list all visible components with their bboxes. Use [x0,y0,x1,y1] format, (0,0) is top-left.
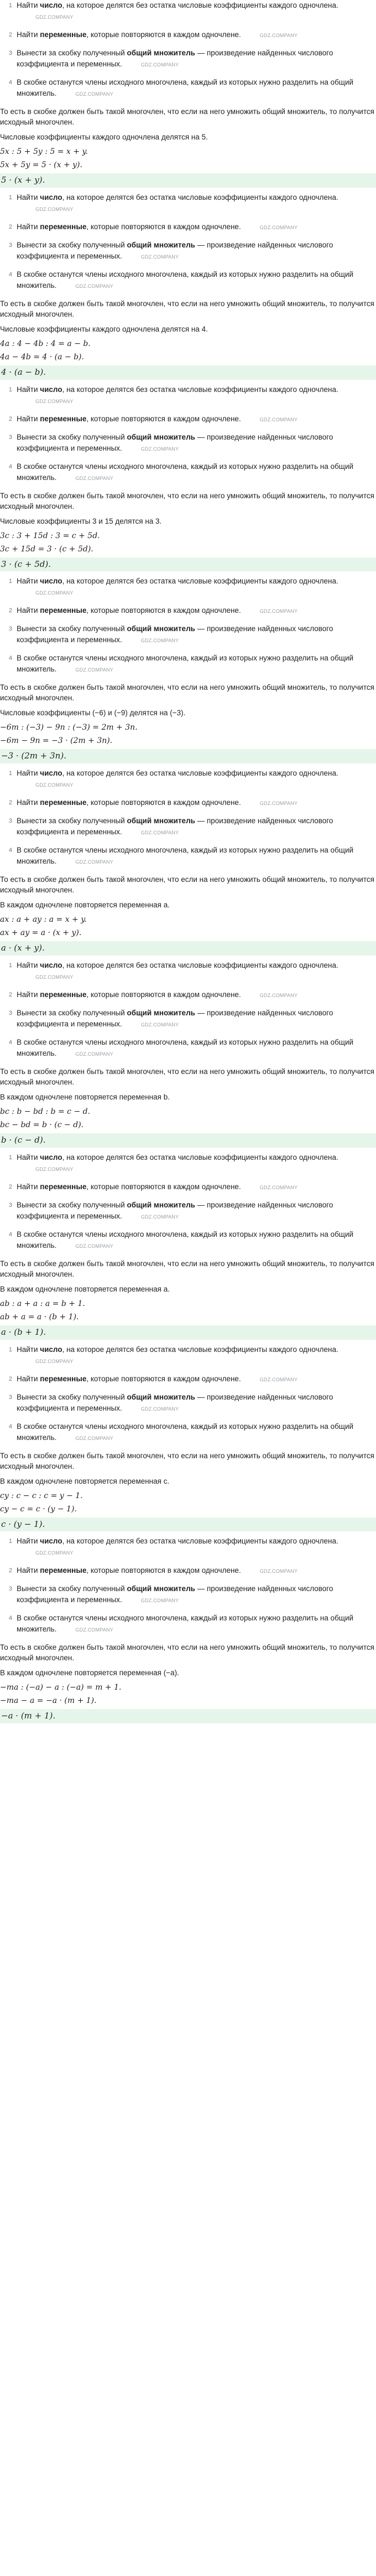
step-2 [0,414,370,425]
step-3 [0,48,370,70]
step-text: Найти переменные, которые повторяются в каждом одночлене. GDZ.COMPANY [17,29,370,41]
step-1 [0,1536,370,1558]
problem-intro: Числовые коэффициенты (−6) и (−9) делятся на (−3). [0,709,186,717]
step-1 [0,1152,370,1175]
factored-line: ab + a = a · (b + 1). [0,1312,79,1321]
step-text: В скобке останутся члены исходного многочлена, каждый из которых нужно разделить на общий множитель. GDZ.COMPANY [17,1613,370,1635]
watermark: GDZ.COMPANY [259,992,298,998]
check-note: То есть в скобке должен быть такой многочлен, что если на него умножить общий множитель, то получится исходный многочлен. [0,683,374,703]
step-text: Найти переменные, которые повторяются в каждом одночлене. GDZ.COMPANY [17,1181,370,1193]
watermark: GDZ.COMPANY [75,1051,113,1057]
step-number: 1 [8,962,12,969]
watermark: GDZ.COMPANY [259,608,298,615]
factored-line: ax + ay = a · (x + y). [0,928,82,938]
step-2 [0,797,370,809]
watermark: GDZ.COMPANY [75,91,113,97]
factored-line: −6m − 9n = −3 · (2m + 3n). [0,736,113,746]
step-2 [0,1374,370,1385]
algorithm-steps [0,768,376,868]
watermark: GDZ.COMPANY [75,859,113,865]
step-text: Найти переменные, которые повторяются в каждом одночлене. GDZ.COMPANY [17,797,370,809]
step-4 [0,1229,370,1252]
step-4 [0,1037,370,1060]
problem-block-2 [0,192,376,380]
division-line: 5x : 5 + 5y : 5 = x + y. [0,147,88,156]
step-number: 4 [8,1231,12,1238]
algorithm-steps [0,576,376,675]
check-note: То есть в скобке должен быть такой многочлен, что если на него умножить общий множитель, то получится исходный многочлен. [0,107,374,126]
factored-line: −ma − a = −a · (m + 1). [0,1696,97,1706]
problem-intro: В каждом одночлене повторяется переменная c. [0,1477,170,1485]
watermark: GDZ.COMPANY [75,283,113,289]
step-1 [0,0,370,23]
step-number: 2 [8,415,12,422]
step-number: 4 [8,463,12,470]
algorithm-steps [0,0,376,100]
watermark: GDZ.COMPANY [259,801,298,807]
step-4 [0,461,370,484]
algorithm-steps [0,1536,376,1635]
step-text: Найти число, на которое делятся без остатка числовые коэффициенты каждого одночлена.GDZ.COMPANY [17,768,370,791]
check-note: То есть в скобке должен быть такой многочлен, что если на него умножить общий множитель, то получится исходный многочлен. [0,1259,374,1278]
step-number: 4 [8,1039,12,1046]
algorithm-steps [0,384,376,484]
step-2 [0,1565,370,1577]
answer-highlight: b · (c − d). [0,1133,376,1148]
check-note: То есть в скобке должен быть такой многочлен, что если на него умножить общий множитель, то получится исходный многочлен. [0,299,374,318]
step-text: Найти переменные, которые повторяются в каждом одночлене. GDZ.COMPANY [17,1565,370,1577]
answer-highlight: c · (y − 1). [0,1517,376,1532]
answer-highlight: −3 · (2m + 3n). [0,749,376,763]
watermark: GDZ.COMPANY [35,1358,74,1364]
step-2 [0,29,370,41]
watermark: GDZ.COMPANY [140,1021,179,1028]
watermark: GDZ.COMPANY [35,14,74,20]
check-note: То есть в скобке должен быть такой многочлен, что если на него умножить общий множитель, то получится исходный многочлен. [0,1643,374,1663]
problem-intro: Числовые коэффициенты каждого одночлена делятся на 4. [0,324,208,333]
factored-line: 3c + 15d = 3 · (c + 5d). [0,544,93,554]
check-note: То есть в скобке должен быть такой многочлен, что если на него умножить общий множитель, то получится исходный многочлен. [0,1451,374,1470]
step-number: 1 [8,194,12,201]
watermark: GDZ.COMPANY [140,830,179,836]
division-line: ax : a + ay : a = x + y. [0,915,87,925]
step-1 [0,768,370,791]
factored-line: cy − c = c · (y − 1). [0,1504,77,1514]
factored-line: 4a − 4b = 4 · (a − b). [0,352,84,362]
step-number: 4 [8,271,12,278]
watermark: GDZ.COMPANY [140,638,179,644]
step-text: Вынести за скобку полученный общий множитель — произведение найденных числового коэффициента и переменных. GDZ.COMPANY [17,48,370,70]
watermark: GDZ.COMPANY [75,1627,113,1633]
step-text: Найти число, на которое делятся без остатка числовые коэффициенты каждого одночлена.GDZ.COMPANY [17,960,370,983]
problem-block-6 [0,960,376,1148]
step-3 [0,623,370,646]
step-number: 1 [8,578,12,585]
problem-block-9 [0,1536,376,1723]
step-text: Найти число, на которое делятся без остатка числовые коэффициенты каждого одночлена.GDZ.COMPANY [17,192,370,215]
step-text: Найти число, на которое делятся без остатка числовые коэффициенты каждого одночлена.GDZ.COMPANY [17,576,370,598]
step-number: 4 [8,847,12,854]
step-2 [0,989,370,1001]
step-number: 2 [8,607,12,615]
check-note: То есть в скобке должен быть такой многочлен, что если на него умножить общий множитель, то получится исходный многочлен. [0,491,374,510]
answer-highlight: 5 · (x + y). [0,173,376,188]
step-text: Вынести за скобку полученный общий множитель — произведение найденных числового коэффициента и переменных. GDZ.COMPANY [17,240,370,262]
step-number: 1 [8,770,12,777]
watermark: GDZ.COMPANY [35,1550,74,1556]
watermark: GDZ.COMPANY [35,590,74,596]
step-number: 1 [8,2,12,9]
step-number: 2 [8,991,12,998]
step-3 [0,240,370,262]
step-text: Вынести за скобку полученный общий множитель — произведение найденных числового коэффициента и переменных. GDZ.COMPANY [17,1583,370,1606]
step-text: В скобке останутся члены исходного многочлена, каждый из которых нужно разделить на общий множитель. GDZ.COMPANY [17,1421,370,1444]
step-text: Вынести за скобку полученный общий множитель — произведение найденных числового коэффициента и переменных. GDZ.COMPANY [17,623,370,646]
answer-highlight: a · (b + 1). [0,1325,376,1340]
answer-highlight: a · (x + y). [0,941,376,956]
step-3 [0,432,370,455]
watermark: GDZ.COMPANY [140,446,179,452]
step-text: Найти переменные, которые повторяются в каждом одночлене. GDZ.COMPANY [17,221,370,233]
answer-highlight: 4 · (a − b). [0,365,376,380]
problem-block-8 [0,1344,376,1532]
problem-intro: Числовые коэффициенты 3 и 15 делятся на 3. [0,517,162,525]
check-note: То есть в скобке должен быть такой многочлен, что если на него умножить общий множитель, то получится исходный многочлен. [0,875,374,895]
watermark: GDZ.COMPANY [35,206,74,212]
step-1 [0,960,370,983]
watermark: GDZ.COMPANY [75,667,113,673]
step-number: 2 [8,1183,12,1190]
watermark: GDZ.COMPANY [259,416,298,422]
step-number: 1 [8,1346,12,1353]
step-text: Найти число, на которое делятся без остатка числовые коэффициенты каждого одночлена.GDZ.COMPANY [17,1344,370,1367]
step-text: Найти переменные, которые повторяются в каждом одночлене. GDZ.COMPANY [17,1374,370,1385]
step-2 [0,221,370,233]
problem-intro: Числовые коэффициенты каждого одночлена делятся на 5. [0,133,208,141]
step-4 [0,653,370,675]
problem-intro: В каждом одночлене повторяется переменная (−a). [0,1669,179,1677]
step-2 [0,1181,370,1193]
watermark: GDZ.COMPANY [140,1406,179,1412]
problem-block-4 [0,576,376,763]
watermark: GDZ.COMPANY [35,398,74,404]
step-text: В скобке останутся члены исходного многочлена, каждый из которых нужно разделить на общий множитель. GDZ.COMPANY [17,1037,370,1060]
problem-block-7 [0,1152,376,1340]
algorithm-steps [0,960,376,1060]
division-line: −ma : (−a) − a : (−a) = m + 1. [0,1683,122,1692]
division-line: 4a : 4 − 4b : 4 = a − b. [0,339,91,348]
step-4 [0,269,370,292]
watermark: GDZ.COMPANY [140,62,179,68]
step-number: 4 [8,655,12,662]
watermark: GDZ.COMPANY [259,224,298,230]
watermark: GDZ.COMPANY [259,33,298,38]
step-text: В скобке останутся члены исходного многочлена, каждый из которых нужно разделить на общий множитель. GDZ.COMPANY [17,1229,370,1252]
step-number: 1 [8,1538,12,1545]
watermark: GDZ.COMPANY [75,1435,113,1441]
step-text: В скобке останутся члены исходного многочлена, каждый из которых нужно разделить на общий множитель. GDZ.COMPANY [17,461,370,484]
watermark: GDZ.COMPANY [259,1376,298,1382]
algorithm-steps [0,1152,376,1252]
step-3 [0,1392,370,1415]
step-number: 2 [8,32,12,38]
watermark: GDZ.COMPANY [35,1166,74,1172]
step-number: 3 [8,1586,12,1593]
step-text: Найти число, на которое делятся без остатка числовые коэффициенты каждого одночлена.GDZ.COMPANY [17,384,370,407]
step-1 [0,192,370,215]
step-number: 3 [8,1009,12,1016]
division-line: 3c : 3 + 15d : 3 = c + 5d. [0,531,100,540]
watermark: GDZ.COMPANY [259,1568,298,1574]
factored-line: 5x + 5y = 5 · (x + y). [0,161,82,169]
step-1 [0,1344,370,1367]
step-3 [0,1583,370,1606]
problem-intro: В каждом одночлене повторяется переменная a. [0,901,170,910]
factored-line: bc − bd = b · (c − d). [0,1120,84,1129]
step-text: В скобке останутся члены исходного многочлена, каждый из которых нужно разделить на общий множитель. GDZ.COMPANY [17,77,370,100]
step-number: 2 [8,223,12,230]
step-number: 3 [8,50,12,56]
step-text: Вынести за скобку полученный общий множитель — произведение найденных числового коэффициента и переменных. GDZ.COMPANY [17,1200,370,1222]
step-text: Вынести за скобку полученный общий множитель — произведение найденных числового коэффициента и переменных. GDZ.COMPANY [17,1392,370,1415]
watermark: GDZ.COMPANY [140,1214,179,1220]
step-number: 1 [8,1154,12,1161]
step-number: 2 [8,1375,12,1382]
step-number: 3 [8,1393,12,1401]
step-text: Вынести за скобку полученный общий множитель — произведение найденных числового коэффициента и переменных. GDZ.COMPANY [17,432,370,455]
answer-highlight: 3 · (c + 5d). [0,557,376,572]
step-2 [0,605,370,617]
step-text: Найти число, на которое делятся без остатка числовые коэффициенты каждого одночлена.GDZ.COMPANY [17,1536,370,1558]
step-text: В скобке останутся члены исходного многочлена, каждый из которых нужно разделить на общий множитель. GDZ.COMPANY [17,269,370,292]
division-line: cy : c − c : c = y − 1. [0,1491,83,1500]
step-text: Найти переменные, которые повторяются в каждом одночлене. GDZ.COMPANY [17,414,370,425]
step-1 [0,384,370,407]
step-number: 3 [8,433,12,441]
step-4 [0,1421,370,1444]
watermark: GDZ.COMPANY [140,254,179,260]
division-line: ab : a + a : a = b + 1. [0,1299,85,1308]
watermark: GDZ.COMPANY [259,1184,298,1190]
step-text: Найти переменные, которые повторяются в каждом одночлене. GDZ.COMPANY [17,989,370,1001]
step-text: В скобке останутся члены исходного многочлена, каждый из которых нужно разделить на общий множитель. GDZ.COMPANY [17,845,370,868]
step-text: Найти число, на которое делятся без остатка числовые коэффициенты каждого одночлена.GDZ.COMPANY [17,1152,370,1175]
division-line: bc : b − bd : b = c − d. [0,1107,91,1116]
problem-block-1 [0,0,376,188]
problem-block-3 [0,384,376,572]
step-text: В скобке останутся члены исходного многочлена, каждый из которых нужно разделить на общий множитель. GDZ.COMPANY [17,653,370,675]
step-3 [0,1200,370,1222]
algorithm-steps [0,1344,376,1444]
step-3 [0,1008,370,1030]
step-number: 4 [8,1615,12,1622]
watermark: GDZ.COMPANY [75,475,113,481]
step-4 [0,1613,370,1635]
step-number: 2 [8,799,12,807]
problem-block-5 [0,768,376,956]
step-number: 3 [8,1201,12,1209]
check-note: То есть в скобке должен быть такой многочлен, что если на него умножить общий множитель, то получится исходный многочлен. [0,1067,374,1086]
answer-highlight: −a · (m + 1). [0,1709,376,1723]
algorithm-steps [0,192,376,292]
step-number: 3 [8,241,12,249]
watermark: GDZ.COMPANY [140,1598,179,1604]
problem-intro: В каждом одночлене повторяется переменная a. [0,1284,170,1293]
step-text: Вынести за скобку полученный общий множитель — произведение найденных числового коэффициента и переменных. GDZ.COMPANY [17,1008,370,1030]
division-line: −6m : (−3) − 9n : (−3) = 2m + 3n. [0,723,138,732]
step-number: 4 [8,1423,12,1430]
step-4 [0,845,370,868]
step-number: 2 [8,1567,12,1574]
step-text: Найти переменные, которые повторяются в каждом одночлене. GDZ.COMPANY [17,605,370,617]
step-1 [0,576,370,598]
watermark: GDZ.COMPANY [35,782,74,788]
watermark: GDZ.COMPANY [35,974,74,980]
step-number: 1 [8,386,12,393]
step-3 [0,815,370,838]
step-number: 3 [8,626,12,633]
step-4 [0,77,370,100]
step-number: 3 [8,818,12,825]
watermark: GDZ.COMPANY [75,1243,113,1249]
step-number: 4 [8,79,12,86]
step-text: Вынести за скобку полученный общий множитель — произведение найденных числового коэффициента и переменных. GDZ.COMPANY [17,815,370,838]
step-text: Найти число, на которое делятся без остатка числовые коэффициенты каждого одночлена.GDZ.COMPANY [17,0,370,23]
problem-intro: В каждом одночлене повторяется переменная b. [0,1092,170,1101]
